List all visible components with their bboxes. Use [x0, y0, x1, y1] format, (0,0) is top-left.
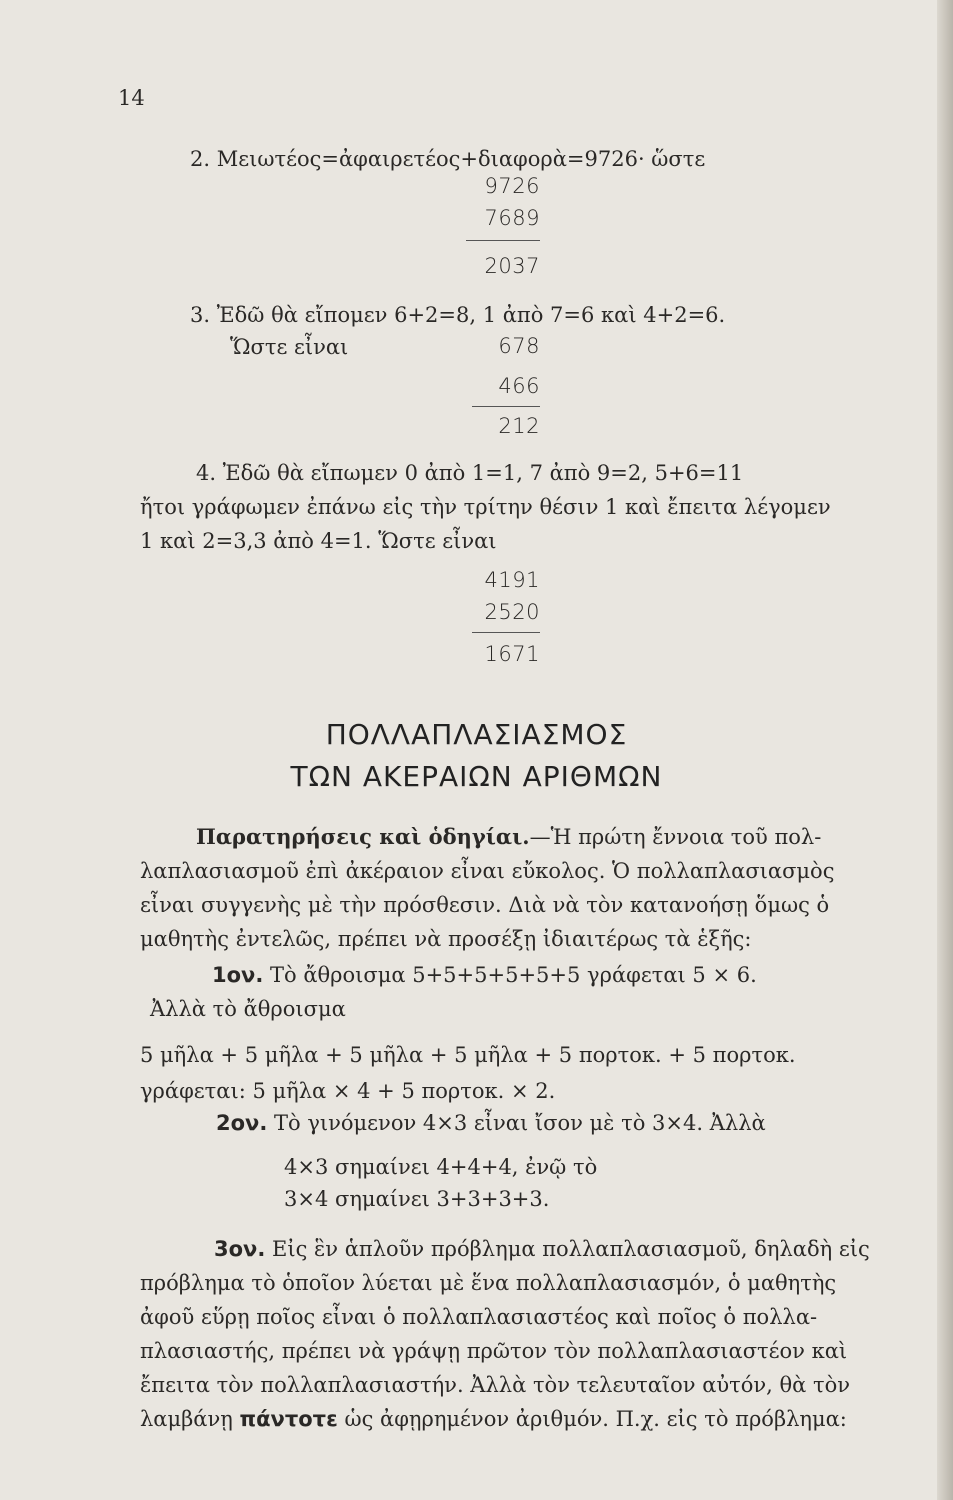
point3-last-bold: πάντοτε [239, 1407, 338, 1431]
item3-prefix: Ὥστε εἶναι [230, 335, 349, 359]
point1-text: Τὸ ἄθροισμα 5+5+5+5+5+5 γράφεται 5 × 6. [270, 963, 757, 987]
item4-line-3: 1 καὶ 2=3,3 ἀπὸ 4=1. Ὥστε εἶναι [140, 529, 497, 553]
point2-first-line [216, 1110, 953, 1136]
item3-subtrahend: 466 [498, 374, 540, 398]
item3-minuend: 678 [498, 334, 540, 358]
item4-line-2: ἤτοι γράφωμεν ἐπάνω εἰς τὴν τρίτην θέσιν 1 καὶ ἔπειτα λέγομεν [140, 495, 831, 519]
intro-first-line [196, 824, 953, 850]
intro-line-4: μαθητὴς ἐντελῶς, πρέπει νὰ προσέξῃ ἰδιαιτέρως τὰ ἑξῆς: [140, 927, 752, 951]
point3-line-6 [140, 1406, 910, 1432]
section-heading-line-2: ΤΩΝ ΑΚΕΡΑΙΩΝ ΑΡΙΘΜΩΝ [290, 760, 663, 793]
point3-last-after: ὡς ἀφῃρημένον ἀριθμόν. Π.χ. εἰς τὸ πρόβλημα: [344, 1407, 847, 1431]
point2-line-3: 3×4 σημαίνει 3+3+3+3. [284, 1187, 550, 1211]
item3-rule [472, 406, 540, 407]
item2-rule [466, 240, 540, 241]
item2-difference: 2037 [484, 254, 540, 278]
intro-line-3: εἶναι συγγενὴς μὲ τὴν πρόσθεσιν. Διὰ νὰ τὸν κατανοήσῃ ὅμως ὁ [140, 893, 830, 917]
point1-line-2: Ἀλλὰ τὸ ἄθροισμα [150, 997, 346, 1021]
item4-subtrahend: 2520 [484, 600, 540, 624]
page-number: 14 [118, 86, 145, 110]
point3-last-before: λαμβάνῃ [140, 1407, 233, 1431]
point3-first-line [214, 1236, 953, 1262]
point2-label: 2ον. [216, 1111, 268, 1135]
item2-minuend: 9726 [484, 174, 540, 198]
point1-label: 1ον. [212, 963, 264, 987]
point1-line-3: 5 μῆλα + 5 μῆλα + 5 μῆλα + 5 μῆλα + 5 πορτοκ. + 5 πορτοκ. [140, 1043, 796, 1067]
point3-line-3: ἀφοῦ εὕρῃ ποῖος εἶναι ὁ πολλαπλασιαστέος καὶ ποῖος ὁ πολλα- [140, 1305, 818, 1329]
point2-text: Τὸ γινόμενον 4×3 εἶναι ἴσον μὲ τὸ 3×4. Ἀλλὰ [274, 1111, 766, 1135]
point1-line-4: γράφεται: 5 μῆλα × 4 + 5 πορτοκ. × 2. [140, 1079, 556, 1103]
point1-first-line [212, 962, 953, 988]
item3-line: 3. Ἐδῶ θὰ εἴπομεν 6+2=8, 1 ἀπὸ 7=6 καὶ 4+2=6. [190, 303, 726, 327]
intro-bold-lead: Παρατηρήσεις καὶ ὁδηγίαι. [196, 824, 530, 849]
point3-line-5: ἔπειτα τὸν πολλαπλασιαστήν. Ἀλλὰ τὸν τελευταῖον αὐτόν, θὰ τὸν [140, 1373, 851, 1397]
intro-first-rest: —Ἡ πρώτη ἔννοια τοῦ πολ- [529, 825, 822, 849]
intro-line-2: λαπλασιασμοῦ ἐπὶ ἀκέραιον εἶναι εὔκολος. Ὁ πολλαπλασιασμὸς [140, 859, 835, 883]
point3-label: 3ον. [214, 1237, 266, 1261]
item4-rule [472, 632, 540, 633]
point3-text: Εἰς ἓν ἁπλοῦν πρόβλημα πολλαπλασιασμοῦ, δηλαδὴ εἰς [272, 1237, 870, 1261]
item3-difference: 212 [498, 414, 540, 438]
point2-line-2: 4×3 σημαίνει 4+4+4, ἐνῷ τὸ [284, 1155, 598, 1179]
point3-line-4: πλασιαστής, πρέπει νὰ γράψῃ πρῶτον τὸν πολλαπλασιαστέον καὶ [140, 1339, 848, 1363]
point3-line-2: πρόβλημα τὸ ὁποῖον λύεται μὲ ἕνα πολλαπλασιασμόν, ὁ μαθητὴς [140, 1271, 837, 1295]
item2-line: 2. Μειωτέος=ἀφαιρετέος+διαφορὰ=9726· ὥστε [190, 147, 706, 171]
section-heading-line-1: ΠΟΛΛΑΠΛΑΣΙΑΣΜΟΣ [325, 718, 628, 751]
item4-difference: 1671 [484, 642, 540, 666]
item2-subtrahend: 7689 [484, 206, 540, 230]
item4-line-1: 4. Ἐδῶ θὰ εἴπωμεν 0 ἀπὸ 1=1, 7 ἀπὸ 9=2, 5+6=11 [196, 461, 744, 485]
item4-minuend: 4191 [484, 568, 540, 592]
